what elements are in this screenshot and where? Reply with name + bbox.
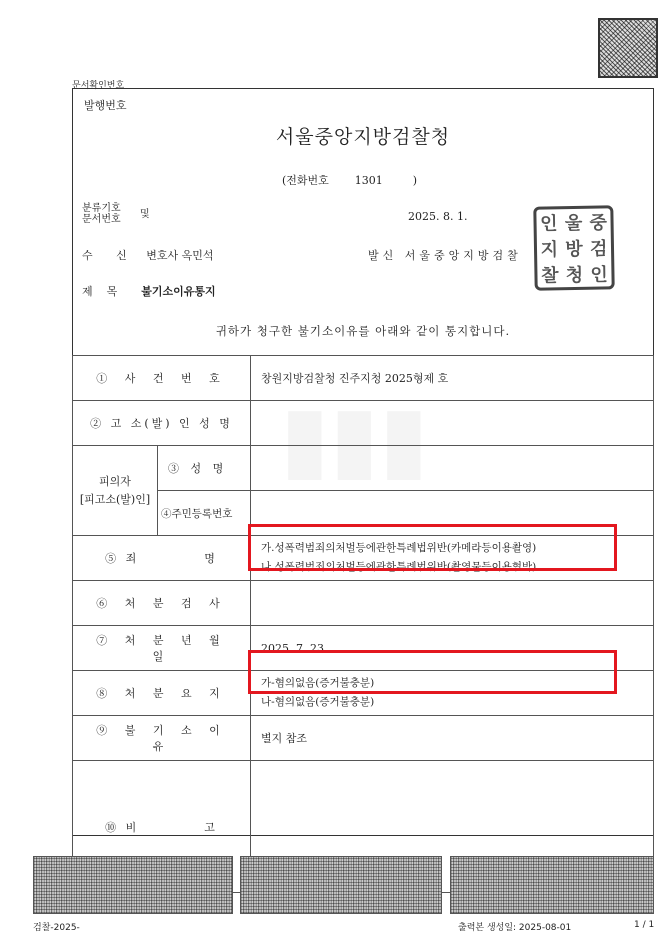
charge-line-1: 가.성폭력범죄의처벌등에관한특례법위반(카메라등이용촬영) [261, 542, 537, 554]
subject-label: 제 목 [82, 285, 118, 298]
disposition-date-value: 2025. 7. 23. [251, 626, 654, 671]
complainant-value [251, 401, 654, 446]
recipient-line [82, 247, 214, 263]
prosecutor-value [251, 581, 654, 626]
name-label: ③ 성 명 [158, 446, 251, 491]
summary-line-2: 나-혐의없음(증거불충분) [261, 696, 375, 708]
table-row [73, 581, 654, 626]
subject-value: 불기소이유통지 [141, 285, 216, 298]
charge-label: ⑤ 죄 명 [73, 536, 251, 581]
case-no-value: 창원지방검찰청 진주지청 2025형제 호 [251, 356, 654, 401]
recipient-label-2: 신 [116, 249, 127, 262]
case-no-label: ① 사 건 번 호 [73, 356, 251, 401]
footer-page: 1 / 1 [634, 920, 655, 930]
security-pattern-1 [33, 856, 233, 914]
seal-char: 울 [564, 212, 583, 235]
complainant-label: ② 고 소(발) 인 성 명 [73, 401, 251, 446]
classification-line1: 분류기호 [82, 203, 121, 214]
charge-line-2: 나.성폭력범죄의처벌등에관한특례법위반(촬영물등이용협박) [261, 561, 537, 573]
seal-char: 방 [565, 238, 583, 261]
table-row [73, 401, 654, 446]
issue-number-label: 발행번호 [84, 99, 127, 112]
watermark: ▮▮▮ [280, 385, 429, 491]
qr-code [598, 18, 658, 78]
summary-line-1: 가-혐의없음(증거불충분) [261, 677, 375, 689]
classification-line2: 문서번호 [82, 214, 121, 225]
office-title: 서울중앙지방검찰청 [275, 126, 451, 148]
phone-number: 1301 [354, 174, 383, 187]
classification-and: 및 [140, 209, 150, 220]
doc-check-label: 문서확인번호 [72, 81, 125, 91]
seal-char: 찰 [540, 265, 559, 287]
reason-value: 별지 참조 [251, 716, 654, 761]
phone-line [282, 172, 417, 188]
phone-close: ) [412, 174, 418, 187]
remarks-label: ⑩ 비 고 [73, 761, 251, 893]
notice-table [72, 355, 654, 893]
seal-char: 지 [540, 239, 559, 261]
seal-char: 인 [590, 264, 609, 286]
rrn-label: ④주민등록번호 [158, 491, 251, 536]
summary-highlight-box [248, 650, 617, 694]
seal-char: 인 [540, 213, 558, 235]
table-row [73, 716, 654, 761]
recipient-label-1: 수 [82, 249, 93, 262]
table-row [73, 446, 654, 491]
security-pattern-2 [240, 856, 442, 914]
footer-print-date: 출력본 생성일: 2025-08-01 [458, 923, 572, 933]
prosecutor-label: ⑥ 처 분 검 사 [73, 581, 251, 626]
charge-highlight-box [248, 524, 617, 571]
disposition-date-label: ⑦ 처 분 년 월 일 [73, 626, 251, 671]
notice-text: 귀하가 청구한 불기소이유를 아래와 같이 통지합니다. [215, 324, 511, 338]
classification-label [82, 203, 121, 225]
recipient-value: 변호사 옥민석 [146, 249, 214, 262]
seal-char: 중 [589, 212, 608, 234]
summary-label: ⑧ 처 분 요 지 [73, 671, 251, 716]
reason-label: ⑨ 불 기 소 이 유 [73, 716, 251, 761]
name-value [251, 446, 654, 491]
phone-label: (전화번호 [282, 174, 329, 187]
security-pattern-3 [450, 856, 654, 914]
official-seal [533, 205, 614, 290]
table-row [73, 356, 654, 401]
seal-char: 검 [589, 238, 608, 260]
seal-char: 청 [565, 264, 584, 287]
subject-line [82, 283, 216, 299]
suspect-group-text: 피의자 [피고소(발)인] [79, 474, 151, 506]
sender-line: 발신 서울중앙지방검찰 [368, 249, 522, 262]
footer-left: 검찰-2025- [33, 923, 80, 933]
suspect-group-label [73, 446, 158, 536]
issue-date: 2025. 8. 1. [408, 210, 468, 223]
